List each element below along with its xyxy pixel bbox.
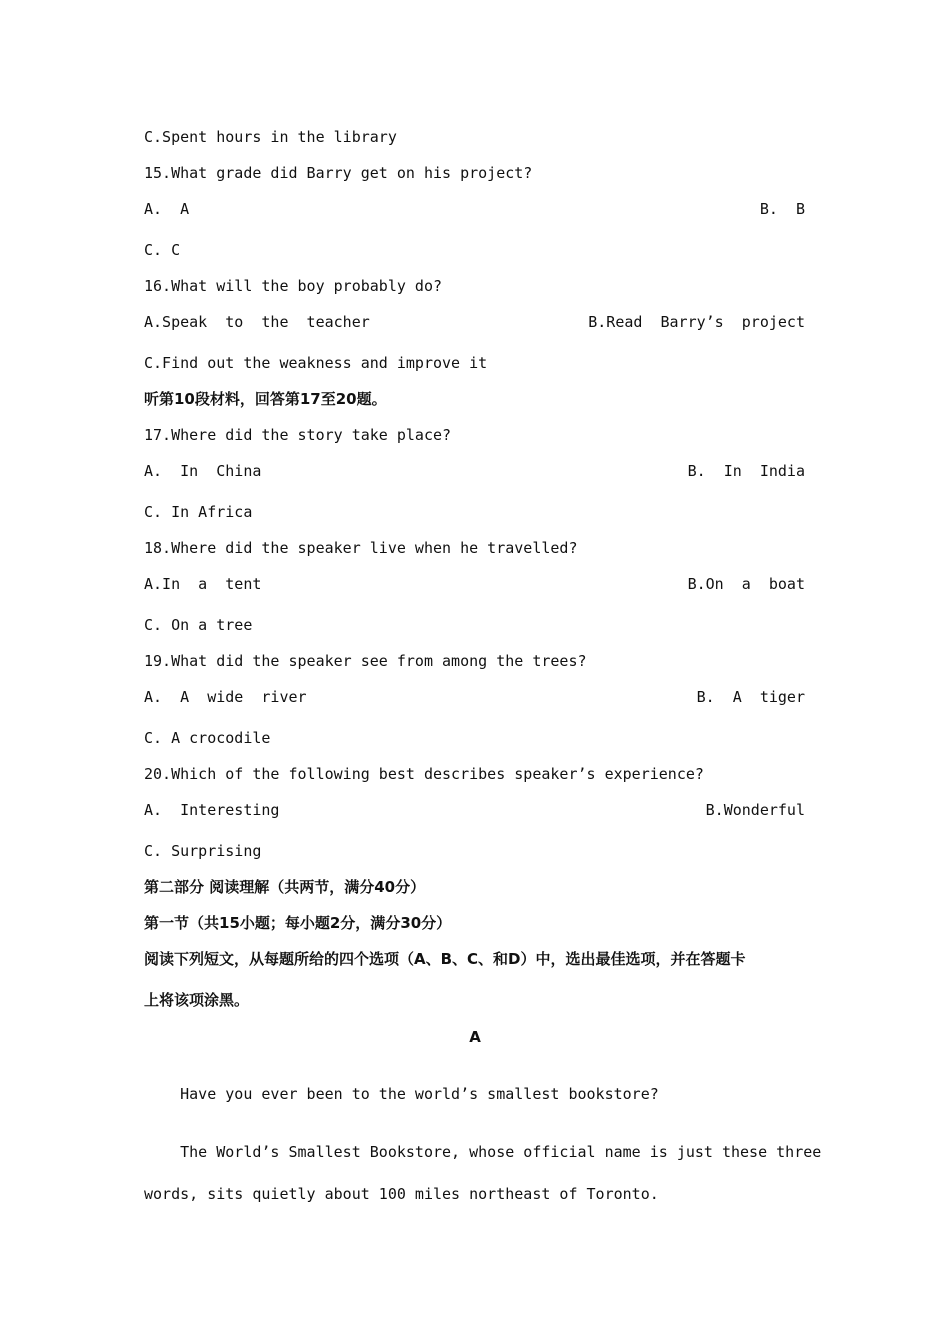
q18-option-b: B.On a boat xyxy=(687,575,805,593)
question-18: 18.Where did the speaker live when he travelled? xyxy=(144,539,578,557)
q20-option-b: B.Wonderful xyxy=(705,801,805,819)
passage-paragraph-2-line-1: The World’s Smallest Bookstore, whose official name is just these three xyxy=(144,1143,822,1161)
q18-option-c: C. On a tree xyxy=(144,616,253,634)
question-19: 19.What did the speaker see from among the trees? xyxy=(144,652,587,670)
q17-option-a: A. In China xyxy=(144,462,262,480)
q16-option-a: A.Speak to the teacher xyxy=(144,313,370,331)
q19-option-a: A. A wide river xyxy=(144,688,307,706)
section-1-heading: 第一节（共15小题；每小题2分，满分30分） xyxy=(144,914,452,932)
q15-option-a: A. A xyxy=(144,200,190,218)
question-16: 16.What will the boy probably do? xyxy=(144,277,443,295)
instructions-line-1: 阅读下列短文，从每题所给的四个选项（A、B、C、和D）中，选出最佳选项，并在答题卡 xyxy=(144,950,746,968)
q15-option-b: B. B xyxy=(759,200,805,218)
q20-option-a: A. Interesting xyxy=(144,801,280,819)
q16-option-b: B.Read Barry’s project xyxy=(588,313,805,331)
q19-option-b: B. A tiger xyxy=(696,688,805,706)
passage-paragraph-2-line-2: words, sits quietly about 100 miles northeast of Toronto. xyxy=(144,1185,659,1203)
q16-option-c: C.Find out the weakness and improve it xyxy=(144,354,488,372)
q14-option-c: C.Spent hours in the library xyxy=(144,128,397,146)
q19-option-c: C. A crocodile xyxy=(144,729,271,747)
question-20: 20.Which of the following best describes speaker’s experience? xyxy=(144,765,704,783)
section-10-heading: 听第10段材料，回答第17至20题。 xyxy=(144,390,387,408)
q18-option-a: A.In a tent xyxy=(144,575,262,593)
question-17: 17.Where did the story take place? xyxy=(144,426,452,444)
q15-option-c: C. C xyxy=(144,241,181,259)
q17-option-c: C. In Africa xyxy=(144,503,253,521)
part-2-heading: 第二部分 阅读理解（共两节，满分40分） xyxy=(144,878,426,896)
q20-option-c: C. Surprising xyxy=(144,842,262,860)
question-15: 15.What grade did Barry get on his project? xyxy=(144,164,533,182)
passage-label: A xyxy=(469,1028,481,1046)
passage-paragraph-1: Have you ever been to the world’s smallest bookstore? xyxy=(144,1085,659,1103)
q17-option-b: B. In India xyxy=(687,462,805,480)
instructions-line-2: 上将该项涂黑。 xyxy=(144,991,250,1009)
